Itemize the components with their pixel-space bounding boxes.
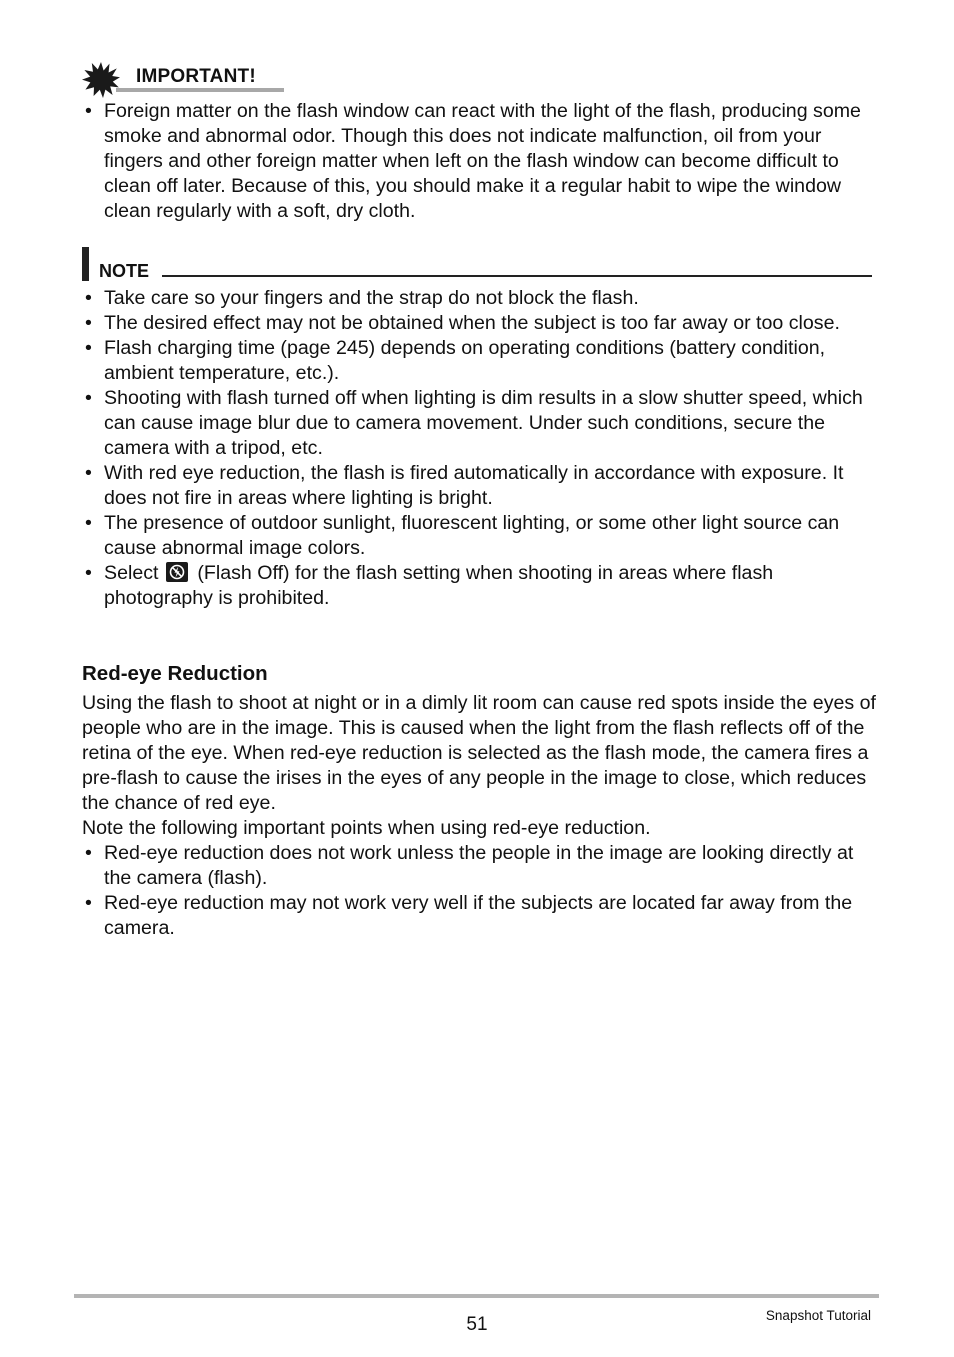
list-item-text: Foreign matter on the flash window can react with the light of the flash, producing some smoke and abnormal odor. Though this does not indicate malfunction, oil from your fingers and other foreign matter when left on the flash window can become difficult to clean off later. Because of this, you should make it a regular habit to wipe the window clean regularly with a soft, dry cloth. xyxy=(104,100,861,222)
paragraph: Using the flash to shoot at night or in a dimly lit room can cause red spots inside the eyes of people who are in the image. This is caused when the light from the flash reflects off of the retina of the eye. When red-eye reduction is selected as the flash mode, the camera fires a pre-flash to cause the irises in the eyes of any people in the image to close, which reduces the chance of red eye. xyxy=(82,692,876,814)
list-item xyxy=(82,336,872,386)
bullet: • xyxy=(85,312,92,334)
list-item-text: The presence of outdoor sunlight, fluorescent lighting, or some other light source can cause abnormal image colors. xyxy=(104,512,840,559)
flash-off-icon xyxy=(166,562,188,582)
note-bar xyxy=(82,247,89,281)
bullet: • xyxy=(85,512,92,534)
starburst-icon xyxy=(82,62,120,98)
list-item xyxy=(82,891,872,941)
important-list xyxy=(82,99,872,224)
list-item-text: Take care so your fingers and the strap do not block the flash. xyxy=(104,287,639,309)
important-label: IMPORTANT! xyxy=(136,66,256,87)
list-item-text: With red eye reduction, the flash is fired automatically in accordance with exposure. It does not fire in areas where lighting is bright. xyxy=(104,462,844,509)
important-header xyxy=(82,60,286,96)
note-list xyxy=(82,286,872,611)
list-item xyxy=(82,461,872,511)
list-item-text: Red-eye reduction does not work unless the people in the image are looking directly at the camera (flash). xyxy=(104,842,854,889)
footer-section-label: Snapshot Tutorial xyxy=(765,1308,871,1323)
bullet: • xyxy=(85,462,92,484)
section-title: Red-eye Reduction xyxy=(82,662,268,685)
bullet: • xyxy=(85,562,92,584)
list-item-text: The desired effect may not be obtained when the subject is too far away or too close. xyxy=(104,312,840,334)
list-item xyxy=(82,561,872,611)
bullet: • xyxy=(85,387,92,409)
note-rule xyxy=(162,275,872,277)
select-text: Select xyxy=(104,562,159,584)
bullet: • xyxy=(85,892,92,914)
note-header xyxy=(82,247,872,281)
page-number: 51 xyxy=(466,1314,488,1335)
bullet: • xyxy=(85,842,92,864)
bullet: • xyxy=(85,287,92,309)
list-item xyxy=(82,511,872,561)
list-item xyxy=(82,311,872,336)
list-item-text: Flash charging time (page 245) depends on operating conditions (battery condition, ambient temperature, etc.). xyxy=(104,337,826,384)
redeye-list xyxy=(82,841,872,941)
note-label: NOTE xyxy=(99,261,150,281)
list-item-text: Red-eye reduction may not work very well if the subjects are located far away from the camera. xyxy=(104,892,853,939)
list-item xyxy=(82,286,872,311)
bullet: • xyxy=(85,100,92,122)
section-body xyxy=(82,691,882,841)
list-item xyxy=(82,841,872,891)
select-text-rest: (Flash Off) for the flash setting when shooting in areas where flash photography is prohibited. xyxy=(104,562,774,609)
bullet: • xyxy=(85,337,92,359)
footer-rule xyxy=(74,1294,879,1298)
paragraph: Note the following important points when using red-eye reduction. xyxy=(82,817,651,839)
list-item xyxy=(82,386,872,461)
list-item-text: Shooting with flash turned off when lighting is dim results in a slow shutter speed, which can cause image blur due to camera movement. Under such conditions, secure the camera with a tripod, etc. xyxy=(104,387,863,459)
list-item xyxy=(82,99,872,224)
important-underline xyxy=(116,88,284,92)
